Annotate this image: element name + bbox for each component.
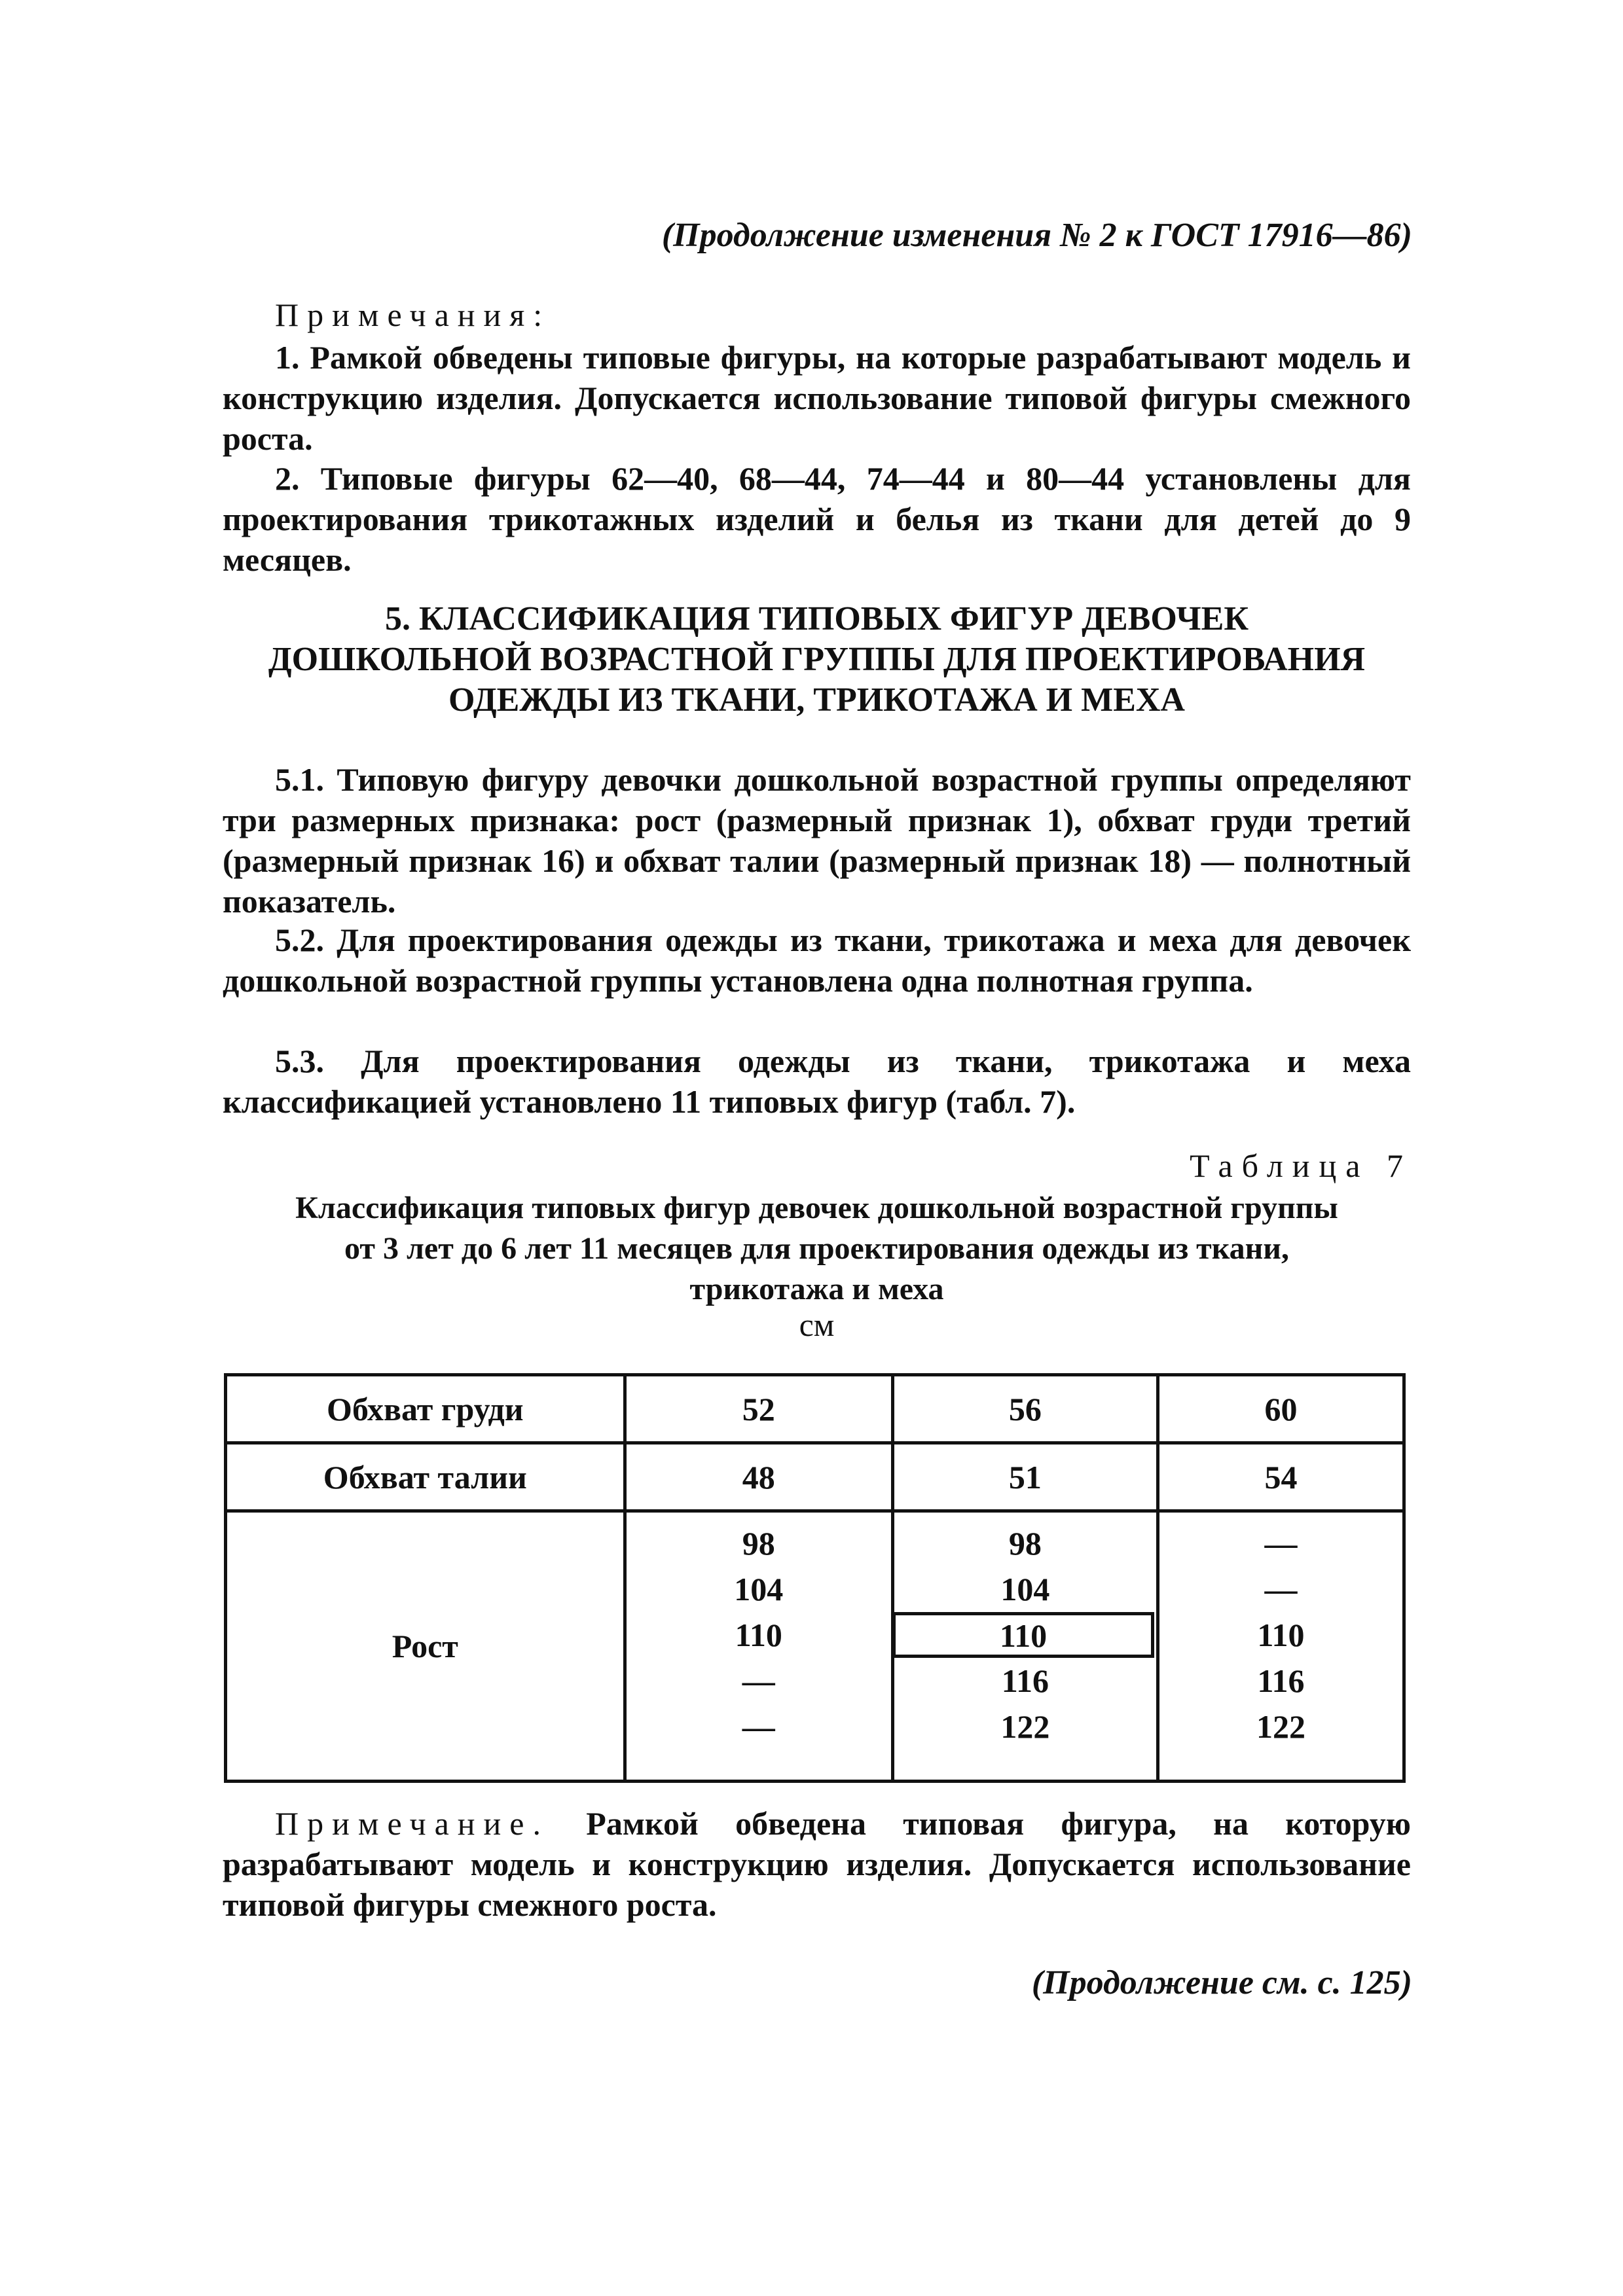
height-value: 104 — [1000, 1571, 1050, 1607]
waist-cell: 51 — [892, 1443, 1158, 1511]
row-label-height: Рост — [226, 1511, 625, 1782]
section-title-line-1: 5. КЛАССИФИКАЦИЯ ТИПОВЫХ ФИГУР ДЕВОЧЕК — [384, 600, 1249, 637]
row-label-waist: Обхват талии — [226, 1443, 625, 1511]
waist-cell: 48 — [625, 1443, 892, 1511]
bottom-note-text: Рамкой обведена типовая фигура, на которую разрабатывают модель и конструкцию изделия. Допускается использование типовой фигуры смежного роста. — [223, 1805, 1411, 1923]
height-value: 110 — [1257, 1617, 1305, 1653]
table-row-chest — [226, 1375, 1404, 1443]
height-list — [894, 1513, 1156, 1749]
section-title — [223, 599, 1411, 721]
bottom-note — [223, 1803, 1411, 1925]
height-value: 122 — [1256, 1708, 1305, 1745]
header-reference: (Продолжение изменения № 2 к ГОСТ 17916—86) — [661, 217, 1412, 254]
height-list — [1159, 1513, 1402, 1749]
height-value: 104 — [734, 1571, 784, 1607]
height-list — [627, 1513, 891, 1749]
section-title-line-3: ОДЕЖДЫ ИЗ ТКАНИ, ТРИКОТАЖА И МЕХА — [448, 681, 1185, 719]
footer-reference: (Продолжение см. с. 125) — [1031, 1964, 1412, 2001]
section-title-line-2: ДОШКОЛЬНОЙ ВОЗРАСТНОЙ ГРУППЫ ДЛЯ ПРОЕКТИРОВАНИЯ — [268, 641, 1366, 678]
chest-cell: 52 — [625, 1375, 892, 1443]
height-value: 116 — [1001, 1662, 1049, 1699]
chest-cell: 56 — [892, 1375, 1158, 1443]
height-value: 110 — [735, 1617, 782, 1653]
table-caption-line-2: от 3 лет до 6 лет 11 месяцев для проектирования одежды из ткани, — [344, 1231, 1289, 1266]
notes-heading-text: Примечания: — [275, 296, 551, 333]
height-value: 98 — [742, 1525, 775, 1562]
height-value: 116 — [1257, 1662, 1305, 1699]
classification-table — [224, 1373, 1406, 1783]
height-value: — — [742, 1662, 775, 1699]
table-caption-line-1: Классификация типовых фигур девочек дошкольной возрастной группы — [295, 1191, 1338, 1225]
note-item-1: 1. Рамкой обведены типовые фигуры, на которые разрабатывают модель и конструкцию изделия. Допускается использование типовой фигуры смежного роста. — [223, 339, 1411, 457]
height-cell-56 — [892, 1511, 1158, 1782]
height-cell-52 — [625, 1511, 892, 1782]
table-caption-line-3: трикотажа и меха — [689, 1272, 944, 1306]
height-value: 98 — [1008, 1525, 1042, 1562]
notes-heading — [223, 295, 1411, 335]
table-row-waist — [226, 1443, 1404, 1511]
height-value: — — [1264, 1525, 1298, 1562]
paragraph-5-2: 5.2. Для проектирования одежды из ткани, трикотажа и меха для девочек дошкольной возрастной группы установлена одна полнотная группа. — [223, 922, 1411, 999]
bottom-note-prefix: Примечание. — [275, 1805, 550, 1842]
boxed-typical-figure: 110 — [892, 1612, 1154, 1658]
chest-cell: 60 — [1158, 1375, 1404, 1443]
height-value: 122 — [1000, 1708, 1050, 1745]
table-row-height — [226, 1511, 1404, 1782]
table-unit: см — [799, 1306, 835, 1343]
table-caption — [223, 1188, 1411, 1310]
paragraph-5-3: 5.3. Для проектирования одежды из ткани, трикотажа и меха классификацией установлено 11 типовых фигур (табл. 7). — [223, 1043, 1411, 1120]
table-label: Таблица 7 — [1190, 1147, 1412, 1184]
note-item-2: 2. Типовые фигуры 62—40, 68—44, 74—44 и 80—44 установлены для проектирования трикотажных изделий и белья из ткани для детей до 9 месяцев. — [223, 460, 1411, 578]
waist-cell: 54 — [1158, 1443, 1404, 1511]
row-label-chest: Обхват груди — [226, 1375, 625, 1443]
height-value: — — [1264, 1571, 1298, 1607]
height-value: — — [742, 1708, 775, 1745]
height-cell-60 — [1158, 1511, 1404, 1782]
boxed-typical-figure-wrapper — [894, 1612, 1156, 1658]
paragraph-5-1: 5.1. Типовую фигуру девочки дошкольной возрастной группы определяют три размерных признака: рост (размерный признак 1), обхват груди третий (размерный признак 16) и обхват талии (размерный признак 18) — полнотный показатель. — [223, 761, 1411, 920]
